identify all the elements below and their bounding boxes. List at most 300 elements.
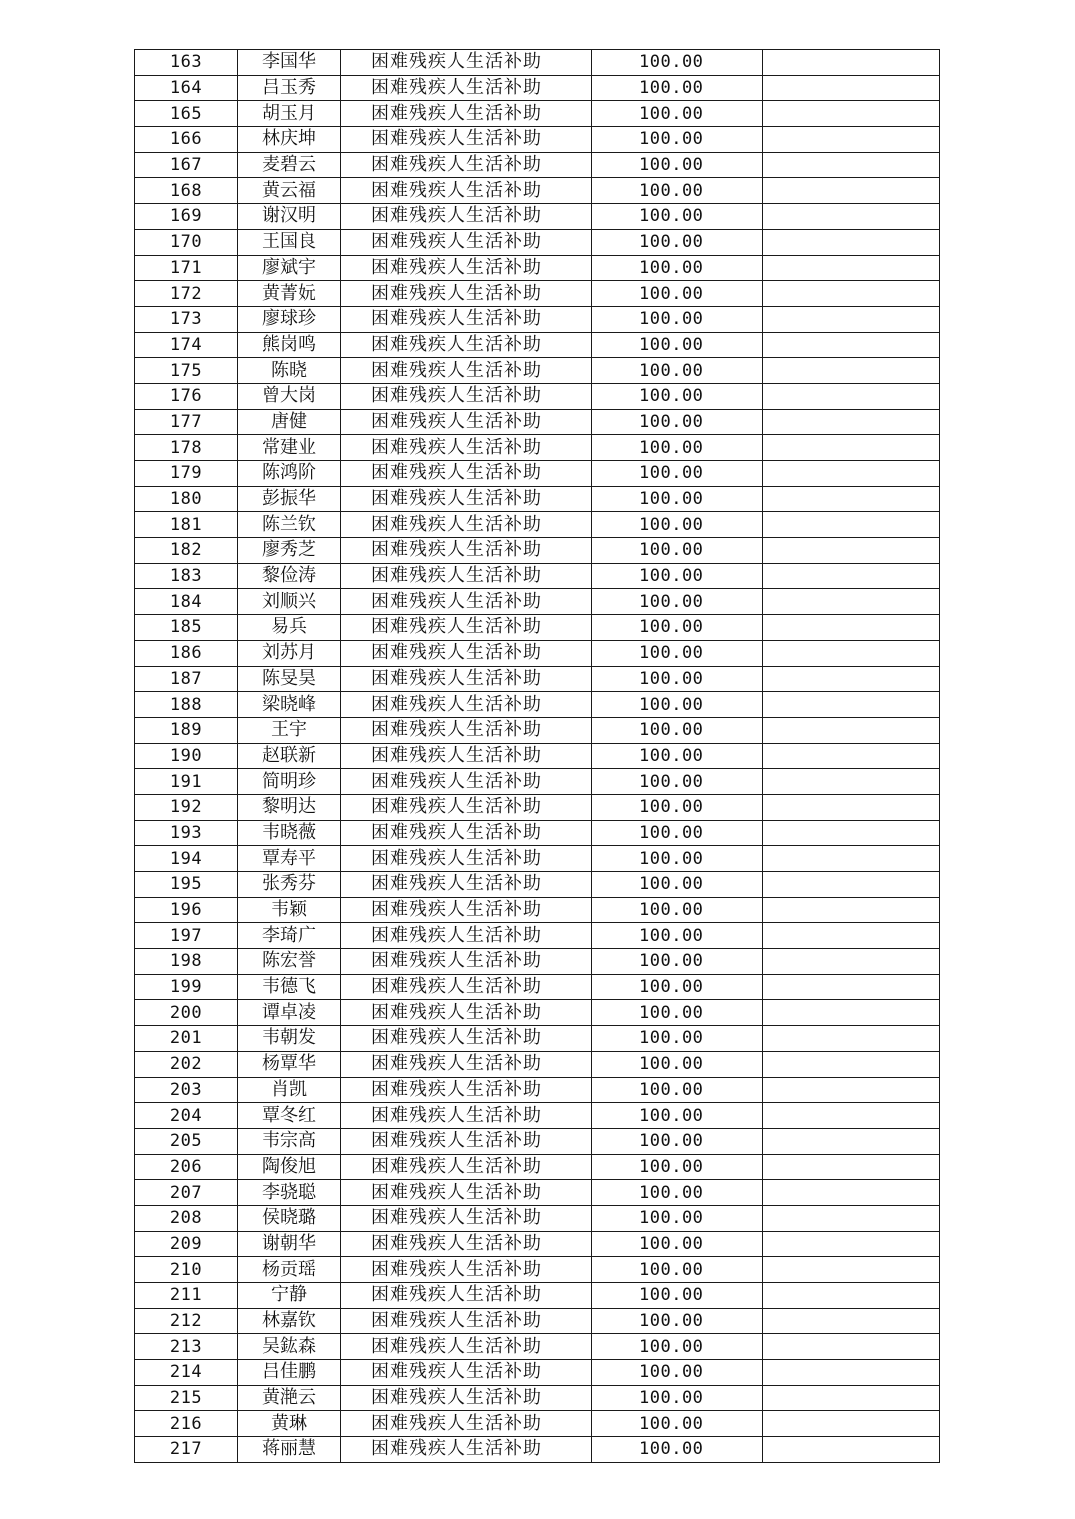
remark-cell [763,101,940,127]
amount-cell: 100.00 [592,1180,763,1206]
row-number-cell: 216 [135,1411,238,1437]
row-number-cell: 171 [135,255,238,281]
remark-cell [763,383,940,409]
name-cell: 黄琳 [238,1411,341,1437]
amount-cell: 100.00 [592,1411,763,1437]
subsidy-item-cell: 困难残疾人生活补助 [341,872,592,898]
row-number-cell: 170 [135,229,238,255]
amount-cell: 100.00 [592,383,763,409]
table-row [135,563,940,589]
remark-cell [763,1385,940,1411]
name-cell: 曾大岗 [238,383,341,409]
subsidy-item-cell: 困难残疾人生活补助 [341,75,592,101]
subsidy-item-cell: 困难残疾人生活补助 [341,178,592,204]
table-row [135,769,940,795]
row-number-cell: 168 [135,178,238,204]
remark-cell [763,1334,940,1360]
row-number-cell: 199 [135,974,238,1000]
subsidy-item-cell: 困难残疾人生活补助 [341,974,592,1000]
subsidy-item-cell: 困难残疾人生活补助 [341,1000,592,1026]
row-number-cell: 201 [135,1026,238,1052]
subsidy-item-cell: 困难残疾人生活补助 [341,1051,592,1077]
subsidy-item-cell: 困难残疾人生活补助 [341,1385,592,1411]
table-row [135,1205,940,1231]
table-row [135,1000,940,1026]
name-cell: 赵联新 [238,743,341,769]
amount-cell: 100.00 [592,1051,763,1077]
remark-cell [763,1411,940,1437]
row-number-cell: 195 [135,872,238,898]
row-number-cell: 173 [135,306,238,332]
remark-cell [763,666,940,692]
amount-cell: 100.00 [592,1437,763,1463]
remark-cell [763,461,940,487]
row-number-cell: 186 [135,640,238,666]
subsidy-item-cell: 困难残疾人生活补助 [341,127,592,153]
row-number-cell: 192 [135,794,238,820]
amount-cell: 100.00 [592,692,763,718]
remark-cell [763,1180,940,1206]
table-row [135,923,940,949]
name-cell: 黄菁妧 [238,281,341,307]
table-row [135,846,940,872]
amount-cell: 100.00 [592,204,763,230]
row-number-cell: 185 [135,615,238,641]
name-cell: 韦宗高 [238,1128,341,1154]
amount-cell: 100.00 [592,255,763,281]
subsidy-item-cell: 困难残疾人生活补助 [341,1360,592,1386]
amount-cell: 100.00 [592,1385,763,1411]
name-cell: 谭卓凌 [238,1000,341,1026]
amount-cell: 100.00 [592,1283,763,1309]
subsidy-item-cell: 困难残疾人生活补助 [341,1334,592,1360]
name-cell: 陈晓 [238,358,341,384]
name-cell: 韦晓薇 [238,820,341,846]
name-cell: 韦德飞 [238,974,341,1000]
remark-cell [763,974,940,1000]
amount-cell: 100.00 [592,923,763,949]
name-cell: 陈宏誉 [238,949,341,975]
remark-cell [763,1437,940,1463]
amount-cell: 100.00 [592,101,763,127]
name-cell: 杨贡瑶 [238,1257,341,1283]
row-number-cell: 206 [135,1154,238,1180]
table-row [135,152,940,178]
subsidy-item-cell: 困难残疾人生活补助 [341,1308,592,1334]
table-row [135,1231,940,1257]
remark-cell [763,75,940,101]
amount-cell: 100.00 [592,949,763,975]
subsidy-item-cell: 困难残疾人生活补助 [341,332,592,358]
subsidy-item-cell: 困难残疾人生活补助 [341,897,592,923]
remark-cell [763,332,940,358]
remark-cell [763,127,940,153]
row-number-cell: 165 [135,101,238,127]
row-number-cell: 182 [135,538,238,564]
row-number-cell: 194 [135,846,238,872]
table-row [135,1283,940,1309]
name-cell: 廖球珍 [238,306,341,332]
subsidy-item-cell: 困难残疾人生活补助 [341,820,592,846]
table-row [135,1385,940,1411]
remark-cell [763,640,940,666]
remark-cell [763,615,940,641]
name-cell: 韦颖 [238,897,341,923]
subsidy-item-cell: 困难残疾人生活补助 [341,152,592,178]
table-row [135,897,940,923]
amount-cell: 100.00 [592,563,763,589]
subsidy-item-cell: 困难残疾人生活补助 [341,692,592,718]
subsidy-item-cell: 困难残疾人生活补助 [341,846,592,872]
subsidy-item-cell: 困难残疾人生活补助 [341,794,592,820]
name-cell: 吕佳鹏 [238,1360,341,1386]
amount-cell: 100.00 [592,872,763,898]
subsidy-item-cell: 困难残疾人生活补助 [341,538,592,564]
row-number-cell: 213 [135,1334,238,1360]
remark-cell [763,409,940,435]
row-number-cell: 181 [135,512,238,538]
row-number-cell: 198 [135,949,238,975]
remark-cell [763,589,940,615]
remark-cell [763,1000,940,1026]
name-cell: 黄滟云 [238,1385,341,1411]
subsidy-item-cell: 困难残疾人生活补助 [341,383,592,409]
row-number-cell: 183 [135,563,238,589]
name-cell: 张秀芬 [238,872,341,898]
name-cell: 李国华 [238,50,341,76]
amount-cell: 100.00 [592,846,763,872]
remark-cell [763,1205,940,1231]
table-row [135,127,940,153]
table-row [135,949,940,975]
remark-cell [763,306,940,332]
remark-cell [763,692,940,718]
table-row [135,1051,940,1077]
amount-cell: 100.00 [592,1334,763,1360]
subsidy-item-cell: 困难残疾人生活补助 [341,435,592,461]
amount-cell: 100.00 [592,1000,763,1026]
amount-cell: 100.00 [592,152,763,178]
table-row [135,358,940,384]
remark-cell [763,486,940,512]
name-cell: 吴鈜森 [238,1334,341,1360]
amount-cell: 100.00 [592,717,763,743]
amount-cell: 100.00 [592,743,763,769]
amount-cell: 100.00 [592,1077,763,1103]
subsidy-item-cell: 困难残疾人生活补助 [341,640,592,666]
amount-cell: 100.00 [592,1154,763,1180]
subsidy-item-cell: 困难残疾人生活补助 [341,1154,592,1180]
table-row [135,486,940,512]
amount-cell: 100.00 [592,897,763,923]
name-cell: 韦朝发 [238,1026,341,1052]
amount-cell: 100.00 [592,1308,763,1334]
amount-cell: 100.00 [592,178,763,204]
subsidy-item-cell: 困难残疾人生活补助 [341,486,592,512]
row-number-cell: 179 [135,461,238,487]
remark-cell [763,1154,940,1180]
subsidy-item-cell: 困难残疾人生活补助 [341,1283,592,1309]
remark-cell [763,281,940,307]
amount-cell: 100.00 [592,1257,763,1283]
row-number-cell: 184 [135,589,238,615]
table-row [135,229,940,255]
amount-cell: 100.00 [592,589,763,615]
row-number-cell: 166 [135,127,238,153]
amount-cell: 100.00 [592,409,763,435]
subsidy-item-cell: 困难残疾人生活补助 [341,1257,592,1283]
row-number-cell: 209 [135,1231,238,1257]
row-number-cell: 178 [135,435,238,461]
remark-cell [763,846,940,872]
name-cell: 刘苏月 [238,640,341,666]
subsidy-table-body [135,50,940,1463]
name-cell: 彭振华 [238,486,341,512]
subsidy-item-cell: 困难残疾人生活补助 [341,1026,592,1052]
name-cell: 陈鸿阶 [238,461,341,487]
remark-cell [763,897,940,923]
name-cell: 黎明达 [238,794,341,820]
remark-cell [763,1308,940,1334]
remark-cell [763,1128,940,1154]
amount-cell: 100.00 [592,75,763,101]
row-number-cell: 200 [135,1000,238,1026]
subsidy-item-cell: 困难残疾人生活补助 [341,615,592,641]
row-number-cell: 217 [135,1437,238,1463]
name-cell: 王宇 [238,717,341,743]
subsidy-item-cell: 困难残疾人生活补助 [341,1231,592,1257]
subsidy-item-cell: 困难残疾人生活补助 [341,563,592,589]
remark-cell [763,1103,940,1129]
remark-cell [763,358,940,384]
name-cell: 梁晓峰 [238,692,341,718]
amount-cell: 100.00 [592,1360,763,1386]
remark-cell [763,769,940,795]
row-number-cell: 189 [135,717,238,743]
amount-cell: 100.00 [592,1103,763,1129]
table-row [135,1128,940,1154]
row-number-cell: 188 [135,692,238,718]
remark-cell [763,820,940,846]
name-cell: 肖凯 [238,1077,341,1103]
remark-cell [763,1026,940,1052]
name-cell: 黄云福 [238,178,341,204]
table-row [135,50,940,76]
table-row [135,461,940,487]
table-row [135,255,940,281]
subsidy-item-cell: 困难残疾人生活补助 [341,229,592,255]
name-cell: 覃寿平 [238,846,341,872]
name-cell: 谢朝华 [238,1231,341,1257]
remark-cell [763,255,940,281]
row-number-cell: 203 [135,1077,238,1103]
amount-cell: 100.00 [592,794,763,820]
row-number-cell: 212 [135,1308,238,1334]
row-number-cell: 208 [135,1205,238,1231]
remark-cell [763,1077,940,1103]
subsidy-item-cell: 困难残疾人生活补助 [341,1180,592,1206]
subsidy-item-cell: 困难残疾人生活补助 [341,204,592,230]
subsidy-item-cell: 困难残疾人生活补助 [341,1128,592,1154]
name-cell: 林庆坤 [238,127,341,153]
amount-cell: 100.00 [592,769,763,795]
row-number-cell: 211 [135,1283,238,1309]
amount-cell: 100.00 [592,1128,763,1154]
row-number-cell: 214 [135,1360,238,1386]
remark-cell [763,435,940,461]
table-row [135,743,940,769]
amount-cell: 100.00 [592,1205,763,1231]
name-cell: 谢汉明 [238,204,341,230]
subsidy-item-cell: 困难残疾人生活补助 [341,1411,592,1437]
remark-cell [763,1051,940,1077]
remark-cell [763,178,940,204]
remark-cell [763,512,940,538]
table-row [135,409,940,435]
remark-cell [763,50,940,76]
row-number-cell: 172 [135,281,238,307]
table-row [135,820,940,846]
subsidy-item-cell: 困难残疾人生活补助 [341,409,592,435]
amount-cell: 100.00 [592,512,763,538]
table-row [135,435,940,461]
table-row [135,281,940,307]
row-number-cell: 176 [135,383,238,409]
row-number-cell: 207 [135,1180,238,1206]
remark-cell [763,1257,940,1283]
amount-cell: 100.00 [592,615,763,641]
name-cell: 李琦广 [238,923,341,949]
subsidy-item-cell: 困难残疾人生活补助 [341,461,592,487]
amount-cell: 100.00 [592,127,763,153]
table-row [135,1334,940,1360]
amount-cell: 100.00 [592,435,763,461]
row-number-cell: 202 [135,1051,238,1077]
name-cell: 易兵 [238,615,341,641]
amount-cell: 100.00 [592,461,763,487]
table-row [135,306,940,332]
name-cell: 唐健 [238,409,341,435]
row-number-cell: 196 [135,897,238,923]
remark-cell [763,923,940,949]
table-row [135,640,940,666]
table-row [135,101,940,127]
amount-cell: 100.00 [592,538,763,564]
subsidy-item-cell: 困难残疾人生活补助 [341,306,592,332]
subsidy-item-cell: 困难残疾人生活补助 [341,255,592,281]
remark-cell [763,1231,940,1257]
table-row [135,383,940,409]
amount-cell: 100.00 [592,1026,763,1052]
table-row [135,1077,940,1103]
table-row [135,1103,940,1129]
amount-cell: 100.00 [592,50,763,76]
remark-cell [763,563,940,589]
name-cell: 廖秀芝 [238,538,341,564]
table-row [135,615,940,641]
remark-cell [763,872,940,898]
table-row [135,1360,940,1386]
row-number-cell: 164 [135,75,238,101]
row-number-cell: 190 [135,743,238,769]
row-number-cell: 191 [135,769,238,795]
amount-cell: 100.00 [592,640,763,666]
subsidy-item-cell: 困难残疾人生活补助 [341,666,592,692]
name-cell: 黎俭涛 [238,563,341,589]
table-row [135,332,940,358]
row-number-cell: 169 [135,204,238,230]
remark-cell [763,794,940,820]
remark-cell [763,152,940,178]
table-row [135,1308,940,1334]
name-cell: 林嘉钦 [238,1308,341,1334]
row-number-cell: 167 [135,152,238,178]
table-row [135,589,940,615]
name-cell: 常建业 [238,435,341,461]
table-row [135,1411,940,1437]
amount-cell: 100.00 [592,486,763,512]
name-cell: 麦碧云 [238,152,341,178]
row-number-cell: 187 [135,666,238,692]
row-number-cell: 174 [135,332,238,358]
table-row [135,666,940,692]
subsidy-item-cell: 困难残疾人生活补助 [341,1077,592,1103]
subsidy-item-cell: 困难残疾人生活补助 [341,101,592,127]
amount-cell: 100.00 [592,358,763,384]
name-cell: 陈兰钦 [238,512,341,538]
subsidy-item-cell: 困难残疾人生活补助 [341,512,592,538]
subsidy-table [134,49,940,1463]
remark-cell [763,743,940,769]
table-row [135,1180,940,1206]
subsidy-item-cell: 困难残疾人生活补助 [341,358,592,384]
subsidy-item-cell: 困难残疾人生活补助 [341,717,592,743]
amount-cell: 100.00 [592,666,763,692]
name-cell: 陶俊旭 [238,1154,341,1180]
amount-cell: 100.00 [592,820,763,846]
name-cell: 吕玉秀 [238,75,341,101]
name-cell: 胡玉月 [238,101,341,127]
table-row [135,512,940,538]
amount-cell: 100.00 [592,332,763,358]
table-row [135,75,940,101]
remark-cell [763,204,940,230]
name-cell: 李骁聪 [238,1180,341,1206]
row-number-cell: 177 [135,409,238,435]
row-number-cell: 175 [135,358,238,384]
amount-cell: 100.00 [592,974,763,1000]
name-cell: 蒋丽慧 [238,1437,341,1463]
subsidy-item-cell: 困难残疾人生活补助 [341,281,592,307]
name-cell: 覃冬红 [238,1103,341,1129]
remark-cell [763,1360,940,1386]
table-row [135,1437,940,1463]
table-row [135,1026,940,1052]
row-number-cell: 205 [135,1128,238,1154]
remark-cell [763,717,940,743]
remark-cell [763,949,940,975]
remark-cell [763,538,940,564]
table-row [135,1257,940,1283]
row-number-cell: 193 [135,820,238,846]
row-number-cell: 163 [135,50,238,76]
subsidy-item-cell: 困难残疾人生活补助 [341,589,592,615]
table-row [135,872,940,898]
table-row [135,692,940,718]
name-cell: 熊岗鸣 [238,332,341,358]
table-row [135,538,940,564]
name-cell: 侯晓璐 [238,1205,341,1231]
